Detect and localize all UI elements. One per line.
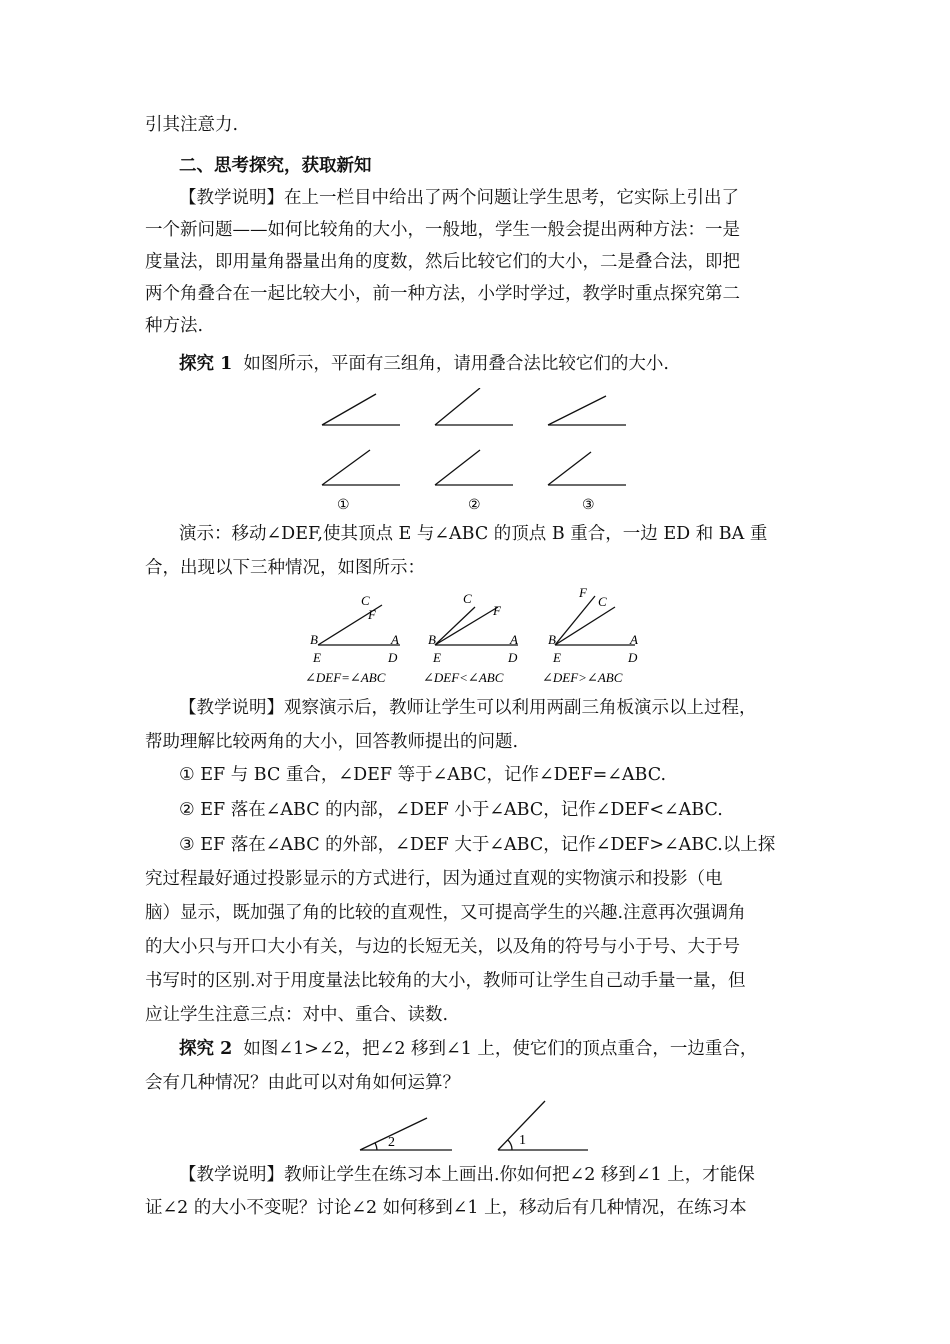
point-label-a: A [391, 632, 399, 647]
text-line: ② EF 落在∠ABC 的内部，∠DEF 小于∠ABC，记作∠DEF<∠ABC. [179, 800, 723, 820]
text-line: 的大小只与开口大小有关，与边的长短无关，以及角的符号与小于号、大于号 [145, 937, 740, 957]
text-line: 合，出现以下三种情况，如图所示： [145, 558, 425, 578]
text-line: 帮助理解比较两角的大小，回答教师提出的问题. [145, 732, 519, 752]
point-label-a: A [510, 632, 518, 647]
angle-1-label: 1 [519, 1133, 526, 1148]
point-label-b: B [548, 632, 556, 647]
text-line: 演示：移动∠DEF,使其顶点 E 与∠ABC 的顶点 B 重合，一边 ED 和 BA 重 [179, 524, 768, 544]
figure-label-2: ② [468, 498, 481, 513]
point-label-c: C [598, 594, 607, 609]
text-line: 书写时的区别.对于用度量法比较角的大小，教师可让学生自己动手量一量，但 [145, 971, 746, 991]
text-line: 究过程最好通过投影显示的方式进行，因为通过直观的实物演示和投影（电 [145, 869, 723, 889]
text-line: 引其注意力. [145, 115, 239, 135]
angle-pairs-figure [310, 388, 640, 518]
text-line: 两个角叠合在一起比较大小，前一种方法，小学时学过，教学时重点探究第二 [145, 284, 740, 304]
angles-1-2-figure [355, 1098, 595, 1154]
text-line: 【教学说明】教师让学生在练习本上画出.你如何把∠2 移到∠1 上，才能保 [179, 1165, 755, 1185]
point-label-e: E [433, 650, 441, 665]
angle-2-label: 2 [388, 1135, 395, 1150]
explore-1-line [179, 352, 669, 376]
point-label-f: F [579, 585, 587, 600]
figure-label-1: ① [337, 498, 350, 513]
case-caption-3: ∠DEF>∠ABC [542, 670, 623, 685]
text-line: 证∠2 的大小不变呢？讨论∠2 如何移到∠1 上，移动后有几种情况，在练习本 [145, 1198, 747, 1218]
text-line: 一个新问题——如何比较角的大小，一般地，学生一般会提出两种方法：一是 [145, 220, 740, 240]
point-label-c: C [361, 593, 370, 608]
point-label-d: D [388, 650, 398, 665]
explore-label: 探究 1 [179, 354, 233, 374]
text-line: 度量法，即用量角器量出角的度数，然后比较它们的大小，二是叠合法，即把 [145, 252, 740, 272]
figure-label-3: ③ [582, 498, 595, 513]
point-label-d: D [508, 650, 518, 665]
explore-text: 如图∠1>∠2，把∠2 移到∠1 上，使它们的顶点重合，一边重合， [243, 1039, 758, 1059]
explore-2-line [179, 1037, 757, 1061]
explore-label: 探究 2 [179, 1039, 233, 1059]
text-line: ③ EF 落在∠ABC 的外部，∠DEF 大于∠ABC，记作∠DEF>∠ABC.以上探 [179, 835, 776, 855]
text-line: 应让学生注意三点：对中、重合、读数. [145, 1005, 449, 1025]
case-caption-1: ∠DEF=∠ABC [305, 670, 386, 685]
overlap-cases-figure [300, 582, 670, 690]
point-label-d: D [628, 650, 638, 665]
text-line: 【教学说明】观察演示后，教师让学生可以利用两副三角板演示以上过程， [179, 698, 757, 718]
point-label-f: F [368, 607, 376, 622]
point-label-e: E [313, 650, 321, 665]
section-heading: 二、思考探究，获取新知 [179, 156, 372, 176]
text-line: 种方法. [145, 316, 204, 336]
point-label-c: C [463, 591, 472, 606]
text-line: 【教学说明】在上一栏目中给出了两个问题让学生思考，它实际上引出了 [179, 188, 739, 208]
point-label-a: A [630, 632, 638, 647]
text-line: 会有几种情况？由此可以对角如何运算？ [145, 1073, 460, 1093]
point-label-e: E [553, 650, 561, 665]
point-label-f: F [493, 603, 501, 618]
text-line: 脑）显示，既加强了角的比较的直观性，又可提高学生的兴趣.注意再次强调角 [145, 903, 746, 923]
point-label-b: B [428, 632, 436, 647]
point-label-b: B [310, 632, 318, 647]
explore-text: 如图所示，平面有三组角，请用叠合法比较它们的大小. [243, 354, 669, 374]
text-line: ① EF 与 BC 重合，∠DEF 等于∠ABC，记作∠DEF=∠ABC. [179, 765, 667, 785]
case-caption-2: ∠DEF<∠ABC [423, 670, 504, 685]
